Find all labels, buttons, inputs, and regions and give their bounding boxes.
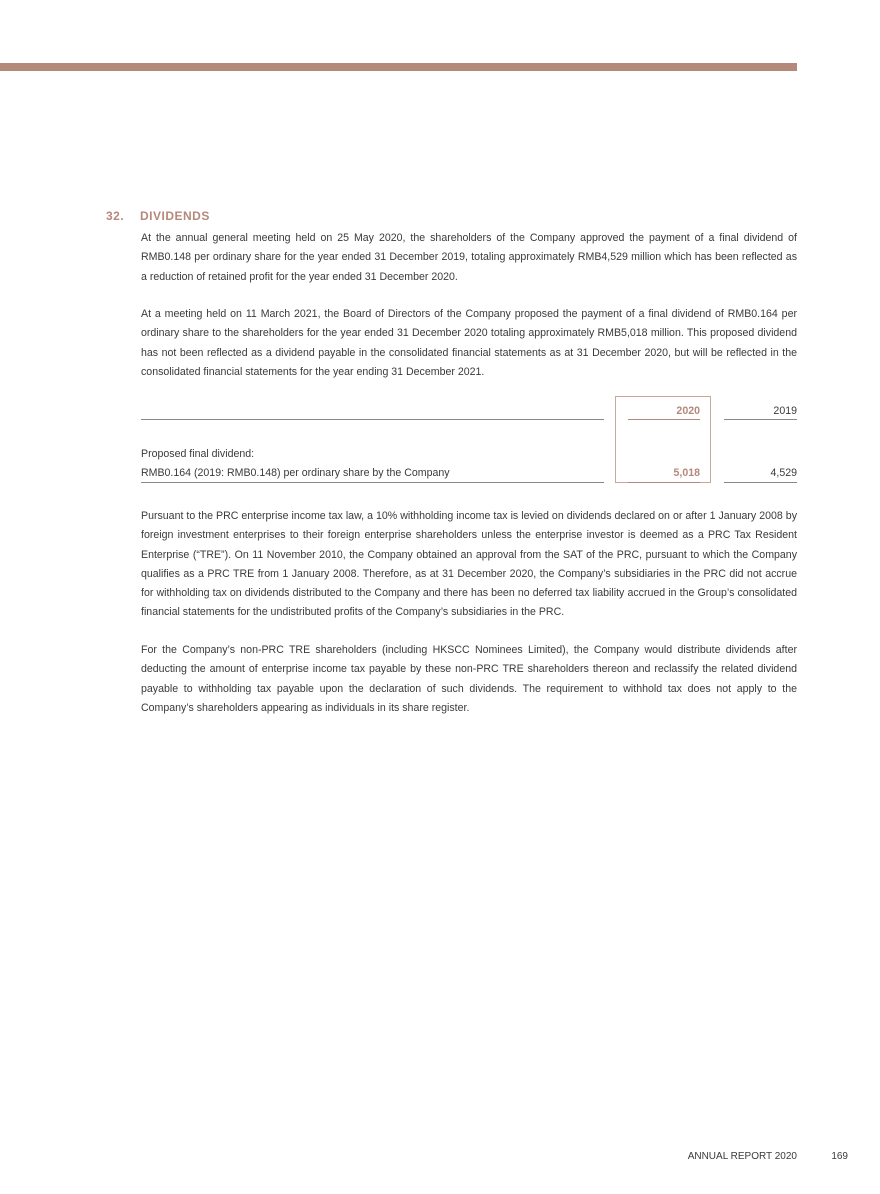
footer-page-number: 169 xyxy=(831,1151,848,1162)
table-value-2020: 5,018 xyxy=(673,467,700,479)
table-header-rule-2020 xyxy=(628,419,700,420)
table-row-label: RMB0.164 (2019: RMB0.148) per ordinary share by the Company xyxy=(141,467,450,479)
section-number: 32. xyxy=(106,209,125,223)
section-title: DIVIDENDS xyxy=(140,209,210,223)
column-header-2020: 2020 xyxy=(676,405,700,417)
paragraph-agm-dividend: At the annual general meeting held on 25 May 2020, the shareholders of the Company approved the payment of a final dividend of RMB0.148 per ordinary share for the year ended 31 December 2019, totaling approximately RMB4,529 million which has been reflected as a reduction of retained profit for the year ended 31 December 2020. xyxy=(141,232,797,283)
table-header-rule-2019 xyxy=(724,419,797,420)
paragraph-withholding-tax: Pursuant to the PRC enterprise income tax law, a 10% withholding income tax is levied on dividends declared on or after 1 January 2008 by foreign investment enterprises to their foreign enterprise shareholders unless the enterprise investor is deemed as a PRC Tax Resident Enterprise (“TRE”). On 11 November 2010, the Company obtained an approval from the SAT of the PRC, pursuant to which the Company qualifies as a PRC TRE from 1 January 2008. Therefore, as at 31 December 2020, the Company’s subsidiaries in the PRC did not accrue for withholding tax on dividends distributed to the Company and there has been no deferred tax liability accrued in the Group’s consolidated financial statements for the undistributed profits of the Company’s subsidiaries in the PRC. xyxy=(141,510,797,619)
table-footer-rule xyxy=(141,482,604,483)
section-heading xyxy=(106,209,210,223)
table-footer-rule-2020 xyxy=(628,482,700,483)
paragraph-proposed-dividend: At a meeting held on 11 March 2021, the Board of Directors of the Company proposed the payment of a final dividend of RMB0.164 per ordinary share to the shareholders for the year ended 31 December 2020 totaling approximately RMB5,018 million. This proposed dividend has not been reflected as a dividend payable in the consolidated financial statements as at 31 December 2020, but will be reflected in the consolidated financial statements for the year ending 31 December 2021. xyxy=(141,308,797,378)
header-accent-bar xyxy=(0,63,797,71)
table-header-rule xyxy=(141,419,604,420)
column-header-2019: 2019 xyxy=(773,405,797,417)
table-row-heading: Proposed final dividend: xyxy=(141,448,255,460)
paragraph-non-prc-shareholders: For the Company’s non-PRC TRE shareholders (including HKSCC Nominees Limited), the Company would distribute dividends after deducting the amount of enterprise income tax payable by these non-PRC TRE shareholders thereon and reclassify the related dividend payable to withholding tax payable upon the declaration of such dividends. The requirement to withhold tax does not apply to the Company’s shareholders appearing as individuals in its share register. xyxy=(141,644,797,714)
footer-report-title: ANNUAL REPORT 2020 xyxy=(687,1151,797,1162)
table-value-2019: 4,529 xyxy=(770,467,797,479)
table-footer-rule-2019 xyxy=(724,482,797,483)
